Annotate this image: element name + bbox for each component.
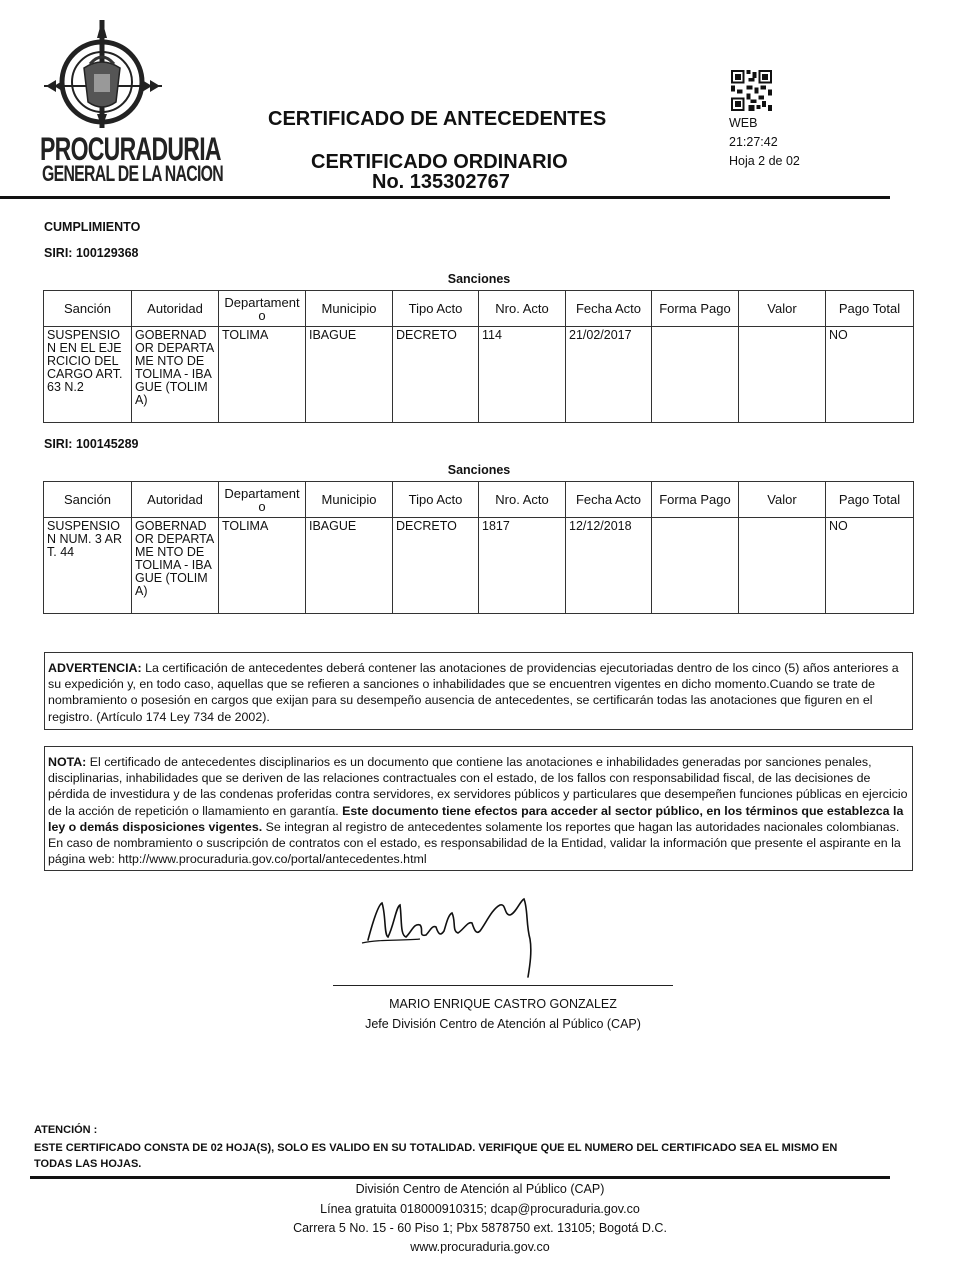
cell-sancion: SUSPENSIO N EN EL EJERCICIO DEL CARGO ART. 63 N.2 — [44, 327, 132, 423]
logo-subtitle: GENERAL DE LA NACION — [42, 161, 223, 186]
column-header: Nro. Acto — [479, 291, 566, 327]
channel-label: WEB — [729, 116, 758, 130]
cell-forma-pago — [652, 518, 739, 614]
attention-text: ESTE CERTIFICADO CONSTA DE 02 HOJA(S), SOLO ES VALIDO EN SU TOTALIDAD. VERIFIQUE QUE EL NUMERO DEL CERTIFICADO SEA EL MISMO EN — [34, 1142, 838, 1154]
sanctions-table-title: Sanciones — [447, 272, 511, 286]
attention-text-continued: TODAS LAS HOJAS. — [34, 1158, 142, 1170]
siri-number: SIRI: 100129368 — [44, 246, 139, 260]
table-header-row — [44, 482, 914, 518]
certificate-number: No. 135302767 — [372, 171, 510, 193]
signatory-role: Jefe División Centro de Atención al Público (CAP) — [365, 1017, 641, 1031]
column-header: Departament o — [219, 291, 306, 327]
siri-number: SIRI: 100145289 — [44, 437, 139, 451]
handwritten-signature — [360, 885, 560, 980]
note-text-continued: Se integran al registro de antecedentes solamente los reportes que hagan las autoridades nacionales colombianas. En caso de nombramiento o suscripción de contratos con el estado, es responsabilidad de la Entidad, validar la información que presente el aspirante en la página web: http://www.procuraduria.gov.co/portal/antecedentes.html — [48, 819, 901, 867]
document-subtitle: CERTIFICADO ORDINARIO — [311, 151, 568, 173]
column-header: Tipo Acto — [393, 291, 479, 327]
footer-address: Carrera 5 No. 15 - 60 Piso 1; Pbx 5878750 ext. 13105; Bogotá D.C. — [293, 1221, 667, 1235]
issue-time: 21:27:42 — [729, 135, 778, 149]
warning-text: La certificación de antecedentes deberá contener las anotaciones de providencias ejecutoriadas dentro de los cinco (5) años anteriores a su expedición y, en todo caso, aquellas que se refieren a sanciones o inhabilidades que se encuentren vigentes en dicho momento.Cuando se trate de nombramiento o posesión en cargos que exijan para su desempeño ausencia de antecedentes, se certificarán todas las anotaciones que figuren en el registro. (Artículo 174 Ley 734 de 2002). — [48, 661, 899, 724]
warning-label: ADVERTENCIA: — [48, 661, 142, 675]
column-header: Valor — [739, 291, 826, 327]
coat-of-arms-icon — [40, 20, 170, 130]
column-header: Autoridad — [132, 482, 219, 518]
column-header: Municipio — [306, 482, 393, 518]
qr-code-icon — [731, 70, 772, 111]
sanctions-table — [43, 290, 914, 423]
cell-valor — [739, 518, 826, 614]
column-header: Municipio — [306, 291, 393, 327]
sanctions-table — [43, 481, 914, 614]
cell-autoridad: GOBERNAD OR DEPARTAME NTO DE TOLIMA - IBAGUE (TOLIMA) — [132, 327, 219, 423]
column-header: Fecha Acto — [566, 482, 652, 518]
column-header: Departament o — [219, 482, 306, 518]
cell-municipio: IBAGUE — [306, 327, 393, 423]
note-bold-text: Este documento tiene efectos para acceder al sector público, en los términos que establezca la ley o demás disposiciones vigentes. — [48, 803, 904, 834]
column-header: Pago Total — [826, 482, 914, 518]
attention-label: ATENCIÓN : — [34, 1124, 98, 1136]
column-header: Sanción — [44, 291, 132, 327]
cell-departamento: TOLIMA — [219, 518, 306, 614]
signature-line — [333, 985, 673, 986]
cell-departamento: TOLIMA — [219, 327, 306, 423]
cell-valor — [739, 327, 826, 423]
table-row — [44, 327, 914, 423]
cell-tipo-acto: DECRETO — [393, 518, 479, 614]
column-header: Tipo Acto — [393, 482, 479, 518]
column-header: Fecha Acto — [566, 291, 652, 327]
cell-nro-acto: 114 — [479, 327, 566, 423]
procuraduria-logo — [40, 20, 223, 192]
cell-nro-acto: 1817 — [479, 518, 566, 614]
column-header: Sanción — [44, 482, 132, 518]
footer-website: www.procuraduria.gov.co — [410, 1240, 550, 1254]
note-label: NOTA: — [48, 755, 87, 769]
cell-fecha-acto: 21/02/2017 — [566, 327, 652, 423]
cell-sancion: SUSPENSIO N NUM. 3 ART. 44 — [44, 518, 132, 614]
footer-divider — [30, 1176, 890, 1179]
signatory-name: MARIO ENRIQUE CASTRO GONZALEZ — [389, 997, 617, 1011]
footer-contact: Línea gratuita 018000910315; dcap@procuraduria.gov.co — [320, 1202, 640, 1216]
cell-pago-total: NO — [826, 327, 914, 423]
cell-fecha-acto: 12/12/2018 — [566, 518, 652, 614]
cell-tipo-acto: DECRETO — [393, 327, 479, 423]
column-header: Forma Pago — [652, 482, 739, 518]
warning-box — [44, 652, 913, 730]
header-divider — [0, 196, 890, 199]
column-header: Autoridad — [132, 291, 219, 327]
column-header: Forma Pago — [652, 291, 739, 327]
table-row — [44, 518, 914, 614]
cell-municipio: IBAGUE — [306, 518, 393, 614]
sanctions-table-title: Sanciones — [447, 463, 511, 477]
column-header: Pago Total — [826, 291, 914, 327]
document-title: CERTIFICADO DE ANTECEDENTES — [268, 108, 607, 130]
column-header: Valor — [739, 482, 826, 518]
note-box — [44, 746, 913, 871]
column-header: Nro. Acto — [479, 482, 566, 518]
cell-autoridad: GOBERNAD OR DEPARTAME NTO DE TOLIMA - IBAGUE (TOLIMA) — [132, 518, 219, 614]
cell-pago-total: NO — [826, 518, 914, 614]
page-indicator: Hoja 2 de 02 — [729, 154, 800, 168]
cell-forma-pago — [652, 327, 739, 423]
section-label: CUMPLIMIENTO — [44, 220, 141, 234]
table-header-row — [44, 291, 914, 327]
logo-wordmark: PROCURADURIA — [40, 131, 221, 167]
note-text: El certificado de antecedentes disciplinarios es un documento que contiene las anotaciones e inhabilidades generadas por sanciones penales, disciplinarias, inhabilidades que se deriven de las relaciones contractuales con el estado, de los fallos con responsabilidad fiscal, de las decisiones de pérdida de investidura y de las condenas proferidas contra servidores, ex servidores públicos y particulares que desempeñen funciones públicas en ejercicio de la acción de repetición o llamamiento en garantía. — [48, 755, 908, 818]
footer-division: División Centro de Atención al Público (CAP) — [355, 1182, 605, 1196]
